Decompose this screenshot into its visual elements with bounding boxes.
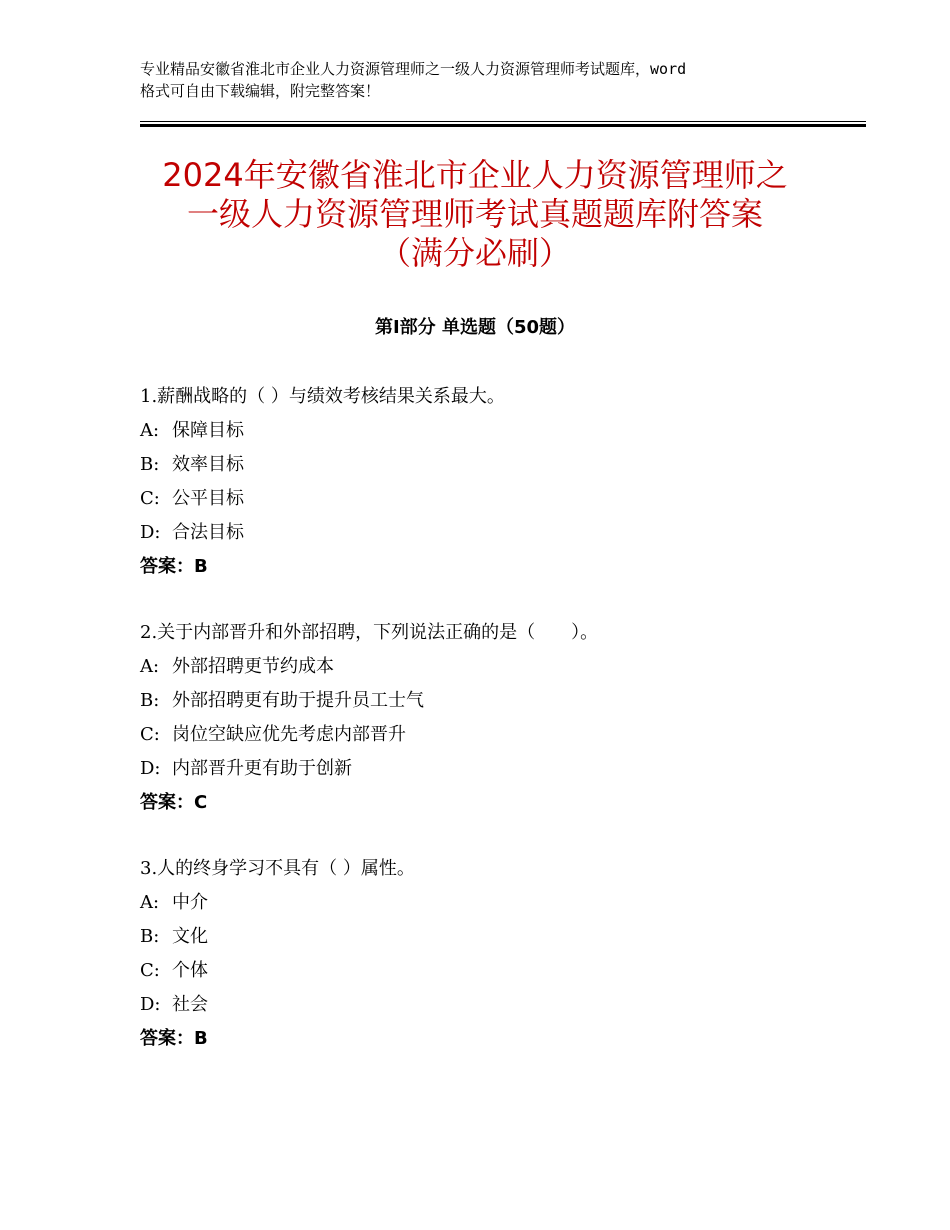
header-rule-thick bbox=[140, 124, 866, 127]
question-3 bbox=[140, 852, 860, 1056]
option-key: D: bbox=[140, 994, 161, 1015]
option-text: 岗位空缺应优先考虑内部晋升 bbox=[172, 724, 406, 745]
option-c bbox=[140, 482, 860, 516]
option-text: 内部晋升更有助于创新 bbox=[172, 758, 352, 779]
option-a bbox=[140, 414, 860, 448]
option-key: A: bbox=[140, 892, 160, 913]
option-c bbox=[140, 954, 860, 988]
answer: 答案：C bbox=[140, 792, 208, 813]
option-key: B: bbox=[140, 690, 160, 711]
option-d bbox=[140, 516, 860, 550]
header-note bbox=[140, 58, 830, 102]
option-c bbox=[140, 718, 860, 752]
question-stem: 2.关于内部晋升和外部招聘，下列说法正确的是（ ）。 bbox=[140, 622, 599, 643]
question-2 bbox=[140, 616, 860, 820]
option-a bbox=[140, 650, 860, 684]
option-text: 公平目标 bbox=[172, 488, 244, 509]
option-text: 效率目标 bbox=[172, 454, 244, 475]
option-text: 个体 bbox=[172, 960, 208, 981]
option-key: D: bbox=[140, 758, 161, 779]
option-d bbox=[140, 752, 860, 786]
option-key: A: bbox=[140, 656, 160, 677]
header-note-line-1: 专业精品安徽省淮北市企业人力资源管理师之一级人力资源管理师考试题库，word bbox=[140, 60, 687, 78]
question-stem: 1.薪酬战略的（ ）与绩效考核结果关系最大。 bbox=[140, 386, 505, 407]
option-text: 中介 bbox=[172, 892, 208, 913]
question-1 bbox=[140, 380, 860, 584]
option-key: C: bbox=[140, 724, 160, 745]
answer: 答案：B bbox=[140, 1028, 208, 1049]
option-b bbox=[140, 684, 860, 718]
option-key: C: bbox=[140, 488, 160, 509]
option-a bbox=[140, 886, 860, 920]
option-key: D: bbox=[140, 522, 161, 543]
header-rule-thin bbox=[140, 121, 866, 122]
title-line-1: 2024年安徽省淮北市企业人力资源管理师之 bbox=[162, 156, 788, 194]
option-text: 外部招聘更有助于提升员工士气 bbox=[172, 690, 424, 711]
option-key: B: bbox=[140, 926, 160, 947]
option-key: A: bbox=[140, 420, 160, 441]
option-d bbox=[140, 988, 860, 1022]
option-b bbox=[140, 920, 860, 954]
option-b bbox=[140, 448, 860, 482]
option-key: B: bbox=[140, 454, 160, 475]
option-key: C: bbox=[140, 960, 160, 981]
option-text: 社会 bbox=[172, 994, 208, 1015]
header-note-line-2: 格式可自由下载编辑，附完整答案！ bbox=[140, 82, 381, 100]
option-text: 文化 bbox=[172, 926, 208, 947]
document-title bbox=[120, 156, 830, 273]
option-text: 外部招聘更节约成本 bbox=[172, 656, 334, 677]
question-list bbox=[140, 380, 860, 1088]
option-text: 保障目标 bbox=[172, 420, 244, 441]
title-line-3: （满分必刷） bbox=[378, 234, 571, 272]
section-title: 第Ⅰ部分 单选题（50题） bbox=[374, 317, 575, 338]
title-line-2: 一级人力资源管理师考试真题题库附答案 bbox=[186, 195, 763, 233]
option-text: 合法目标 bbox=[172, 522, 244, 543]
answer: 答案：B bbox=[140, 556, 208, 577]
question-stem: 3.人的终身学习不具有（ ）属性。 bbox=[140, 858, 415, 879]
